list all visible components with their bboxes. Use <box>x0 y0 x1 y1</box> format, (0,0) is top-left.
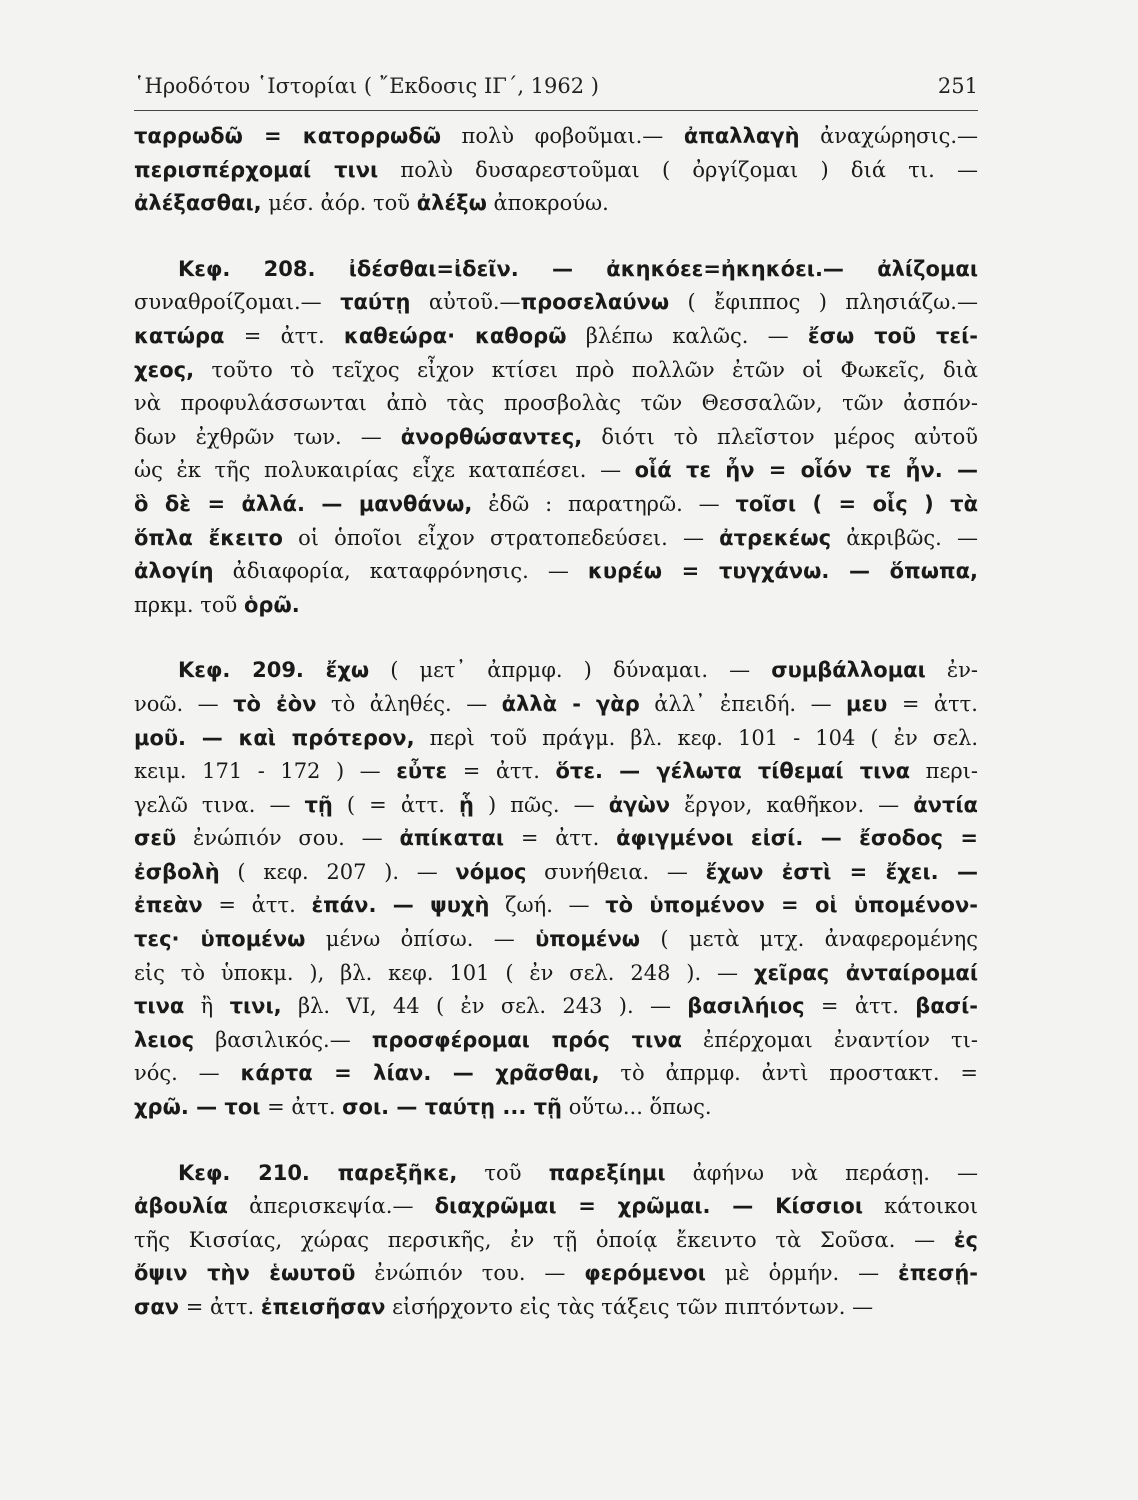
headword: ἔσω τοῦ τεί- <box>807 323 978 348</box>
headword: τες· ὑπομένω <box>134 927 306 952</box>
headword: χρῶ. — τοι <box>134 1095 261 1120</box>
headword: ἀνορθώσαντες, <box>400 424 583 449</box>
headword: λειος <box>134 1027 195 1052</box>
paragraph-gap <box>134 221 978 253</box>
gloss-text: περὶ τοῦ πράγμ. βλ. κεφ. 101 - 104 ( ἐν σελ. <box>414 725 978 750</box>
text-line <box>134 522 978 556</box>
gloss-text: βλέπω καλῶς. — <box>566 323 808 348</box>
gloss-text: περι- <box>910 759 978 784</box>
headword: τινα <box>134 994 185 1019</box>
gloss-text: γελῶ τινα. — <box>134 792 305 817</box>
headword: περισπέρχομαί τινι <box>134 157 379 182</box>
gloss-text: ὡς ἐκ τῆς πολυκαιρίας εἶχε καταπέσει. — <box>134 458 635 483</box>
headword: ἀφιγμένοι εἰσί. — ἔσοδος = <box>616 826 978 851</box>
glossary-paragraph <box>134 120 978 221</box>
text-line <box>134 822 978 856</box>
text-line <box>134 1291 978 1325</box>
gloss-text: νός. — <box>134 1061 241 1086</box>
headword: ᾗ <box>458 792 474 817</box>
headword: ἔχων ἐστὶ = ἔχει. — <box>705 859 978 884</box>
gloss-text: βασιλικός.— <box>194 1027 372 1052</box>
gloss-text: = ἀττ. <box>224 323 344 348</box>
gloss-text: ἀλλ᾽ ἐπειδή. — <box>639 691 847 716</box>
header-rule <box>134 110 978 111</box>
gloss-text: οἱ ὁποῖοι εἶχον στρατοπεδεύσει. — <box>282 525 720 550</box>
text-line <box>134 555 978 589</box>
text-line <box>134 387 978 421</box>
text-line <box>134 889 978 923</box>
paragraph-gap <box>134 622 978 654</box>
headword: προσελαύνω <box>520 290 670 315</box>
gloss-text: ἐνώπιόν σου. — <box>176 826 400 851</box>
gloss-text: συνήθεια. — <box>526 859 706 884</box>
headword: τὸ ὑπομένον = οἱ ὑπομένον- <box>605 893 978 918</box>
headword: σαν <box>134 1295 180 1319</box>
gloss-text: ( κεφ. 207 ). — <box>219 859 456 884</box>
headword: Κεφ. 210. παρεξῆκε, <box>178 1160 458 1185</box>
gloss-text: βλ. VI, 44 ( ἐν σελ. 243 ). — <box>281 994 688 1019</box>
headword: ἐπάν. — ψυχὴ <box>311 893 490 918</box>
text-line <box>134 1224 978 1258</box>
text-line <box>134 286 978 320</box>
headword: τῇ <box>304 792 333 817</box>
gloss-text: νοῶ. — <box>134 691 234 716</box>
headword: φερόμενοι <box>584 1261 706 1286</box>
gloss-text: = ἀττ. <box>887 691 978 716</box>
text-line <box>134 1091 978 1125</box>
gloss-text: ζωή. — <box>489 893 606 918</box>
headword: ἀβουλία <box>134 1194 228 1219</box>
text-line <box>134 120 978 154</box>
gloss-text: = ἀττ. <box>179 1295 261 1319</box>
gloss-text: = ἀττ. <box>804 994 916 1019</box>
headword: ἀτρεκέως <box>719 525 832 550</box>
headword: ὅπλα ἔκειτο <box>134 525 283 550</box>
gloss-text: ἀδιαφορία, καταφρόνησις. — <box>213 559 588 584</box>
headword: χεος, <box>134 357 195 382</box>
gloss-text: ( μετὰ μτχ. ἀναφερομένης <box>640 927 978 952</box>
gloss-text: = ἀττ. <box>504 826 617 851</box>
gloss-text: ( = ἀττ. <box>332 792 459 817</box>
headword: σοι. — ταύτῃ ... τῇ <box>342 1095 563 1120</box>
headword: ὑπομένω <box>535 927 641 952</box>
text-line <box>134 856 978 890</box>
gloss-text: ἐνώπιόν του. — <box>355 1261 585 1286</box>
gloss-text: ἀκριβῶς. — <box>831 525 978 550</box>
text-line <box>134 488 978 522</box>
text-line <box>134 1257 978 1291</box>
gloss-text: ἐπέρχομαι ἐναντίον τι- <box>681 1027 978 1052</box>
gloss-text: μέσ. ἀόρ. τοῦ <box>261 191 417 216</box>
headword: κάρτα = λίαν. — χρᾶσθαι, <box>240 1061 600 1086</box>
text-line <box>134 654 978 688</box>
gloss-text: τὸ ἀληθές. — <box>316 691 502 716</box>
gloss-text: νὰ προφυλάσσωνται ἀπὸ τὰς προσβολὰς τῶν Θεσσαλῶν, τῶν ἀσπόν- <box>134 391 978 416</box>
glossary-paragraph <box>134 654 978 1124</box>
gloss-text: ἀναχώρησις.— <box>799 124 978 148</box>
gloss-text: πολὺ δυσαρεστοῦμαι ( ὀργίζομαι ) διά τι. — <box>378 157 978 182</box>
headword: ἀλογίη <box>134 559 214 584</box>
headword: ἀγὼν <box>608 792 671 817</box>
gloss-text: ) πῶς. — <box>473 792 609 817</box>
headword: οἷά τε ἦν = οἷόν τε ἦν. — <box>634 458 978 483</box>
gloss-text: πρκμ. τοῦ <box>134 592 244 617</box>
gloss-text: κάτοικοι <box>863 1194 978 1219</box>
headword: ὁρῶ. <box>243 592 300 617</box>
headword: ἀπίκαται <box>399 826 505 851</box>
text-line <box>134 789 978 823</box>
headword: ἐπεσῄ- <box>898 1261 978 1286</box>
text-line <box>134 354 978 388</box>
headword: ἐπεὰν <box>134 893 203 918</box>
text-line <box>134 688 978 722</box>
headword: μοῦ. — καὶ πρότερον, <box>134 725 415 750</box>
headword: κυρέω = τυγχάνω. — ὅπωπα, <box>587 559 978 584</box>
gloss-text: συναθροίζομαι.— <box>134 290 341 315</box>
headword: παρεξίημι <box>548 1160 666 1185</box>
headword: ὅτε. — γέλωτα τίθεμαί τινα <box>555 759 911 784</box>
headword: κατώρα <box>134 323 225 348</box>
gloss-text: ἀπερισκεψία.— <box>227 1194 435 1219</box>
text-line <box>134 755 978 789</box>
gloss-text: = ἀττ. <box>260 1095 343 1120</box>
headword: ἐσβολὴ <box>134 859 220 884</box>
text-line <box>134 187 978 221</box>
gloss-text: πολὺ φοβοῦμαι.— <box>440 124 684 148</box>
paragraph-gap <box>134 1125 978 1157</box>
gloss-text: διότι τὸ πλεῖστον μέρος αὐτοῦ <box>582 424 978 449</box>
running-header <box>134 74 978 98</box>
gloss-text: δων ἐχθρῶν των. — <box>134 424 401 449</box>
gloss-text: εἰσήρχοντο εἰς τὰς τάξεις τῶν πιπτόντων. — <box>385 1295 874 1319</box>
gloss-text: ( ἔφιππος ) πλησιάζω.— <box>669 290 978 315</box>
gloss-text: τῆς Κισσίας, χώρας περσικῆς, ἐν τῇ ὁποίᾳ ἔκειντο τὰ Σοῦσα. — <box>134 1227 954 1252</box>
headword: Κεφ. 208. ἰδέσθαι=ἰδεῖν. — ἀκηκόεε=ἠκηκόει.— ἀλίζομαι <box>178 256 978 281</box>
text-line <box>134 421 978 455</box>
text-line <box>134 990 978 1024</box>
page-number: 251 <box>937 74 978 98</box>
headword: ἐπεισῆσαν <box>260 1295 386 1319</box>
headword: εὖτε <box>396 759 448 784</box>
gloss-text: ἀποκρούω. <box>486 191 609 216</box>
headword: ἀλέξω <box>416 191 487 216</box>
gloss-text: ἔργον, καθῆκον. — <box>670 792 914 817</box>
gloss-text: οὕτω... ὅπως. <box>562 1095 712 1120</box>
headword: τὸ ἐὸν <box>233 691 317 716</box>
glossary-body <box>134 120 978 1325</box>
text-line <box>134 589 978 623</box>
headword: προσφέρομαι πρός τινα <box>371 1027 682 1052</box>
glossary-paragraph <box>134 1157 978 1325</box>
headword: διαχρῶμαι = χρῶμαι. — Κίσσιοι <box>434 1194 864 1219</box>
gloss-text: = ἀττ. <box>447 759 556 784</box>
headword: βασιλήιος <box>687 994 805 1019</box>
headword: ὃ δὲ = ἀλλά. — μανθάνω, <box>134 491 473 516</box>
text-line <box>134 253 978 287</box>
text-line <box>134 320 978 354</box>
gloss-text: τοῦ <box>457 1160 549 1185</box>
glossary-paragraph <box>134 253 978 623</box>
headword: ἀπαλλαγὴ <box>683 124 800 148</box>
headword: ὄψιν τὴν ἑωυτοῦ <box>134 1261 356 1286</box>
headword: συμβάλλομαι <box>771 658 926 683</box>
headword: μευ <box>846 691 888 716</box>
text-line <box>134 1190 978 1224</box>
headword: Κεφ. 209. ἔχω <box>178 658 370 683</box>
headword: καθεώρα· καθορῶ <box>343 323 567 348</box>
text-line <box>134 722 978 756</box>
text-line <box>134 1024 978 1058</box>
gloss-text: ἢ <box>184 994 230 1019</box>
headword: βασί- <box>915 994 978 1019</box>
headword: σεῦ <box>134 826 177 851</box>
headword: τοῖσι ( = οἷς ) τὰ <box>735 491 978 516</box>
gloss-text: ἀφήνω νὰ περάσῃ. — <box>665 1160 978 1185</box>
text-line <box>134 454 978 488</box>
headword: ἐς <box>953 1227 978 1252</box>
gloss-text: τὸ ἀπρμφ. ἀντὶ προστακτ. = <box>599 1061 978 1086</box>
gloss-text: αὐτοῦ.— <box>410 290 521 315</box>
gloss-text: μένω ὀπίσω. — <box>305 927 536 952</box>
gloss-text: μὲ ὁρμήν. — <box>705 1261 898 1286</box>
text-line <box>134 923 978 957</box>
headword: ἀλλὰ - γὰρ <box>501 691 640 716</box>
running-title: ῾Ηροδότου ῾Ιστορίαι ( ῎Εκδοσις ΙΓ΄, 1962 ) <box>134 74 599 98</box>
gloss-text: κειμ. 171 - 172 ) — <box>134 759 397 784</box>
text-line <box>134 1157 978 1191</box>
gloss-text: ( μετ᾽ ἀπρμφ. ) δύναμαι. — <box>369 658 772 683</box>
headword: τινι, <box>229 994 282 1019</box>
text-line <box>134 154 978 188</box>
headword: ταρρωδῶ = κατορρωδῶ <box>134 124 441 148</box>
headword: ταύτῃ <box>340 290 411 315</box>
gloss-text: ἐδῶ : παρατηρῶ. — <box>472 491 736 516</box>
headword: χεῖρας ἀνταίρομαί <box>753 960 978 985</box>
gloss-text: ἐν- <box>925 658 978 683</box>
text-line <box>134 1057 978 1091</box>
text-line <box>134 957 978 991</box>
headword: νόμος <box>455 859 527 884</box>
gloss-text: εἰς τὸ ὑποκμ. ), βλ. κεφ. 101 ( ἐν σελ. 248 ). — <box>134 960 754 985</box>
headword: ἀλέξασθαι, <box>134 191 262 216</box>
gloss-text: = ἀττ. <box>202 893 312 918</box>
gloss-text: τοῦτο τὸ τεῖχος εἶχον κτίσει πρὸ πολλῶν ἐτῶν οἱ Φωκεῖς, διὰ <box>194 357 978 382</box>
headword: ἀντία <box>913 792 978 817</box>
